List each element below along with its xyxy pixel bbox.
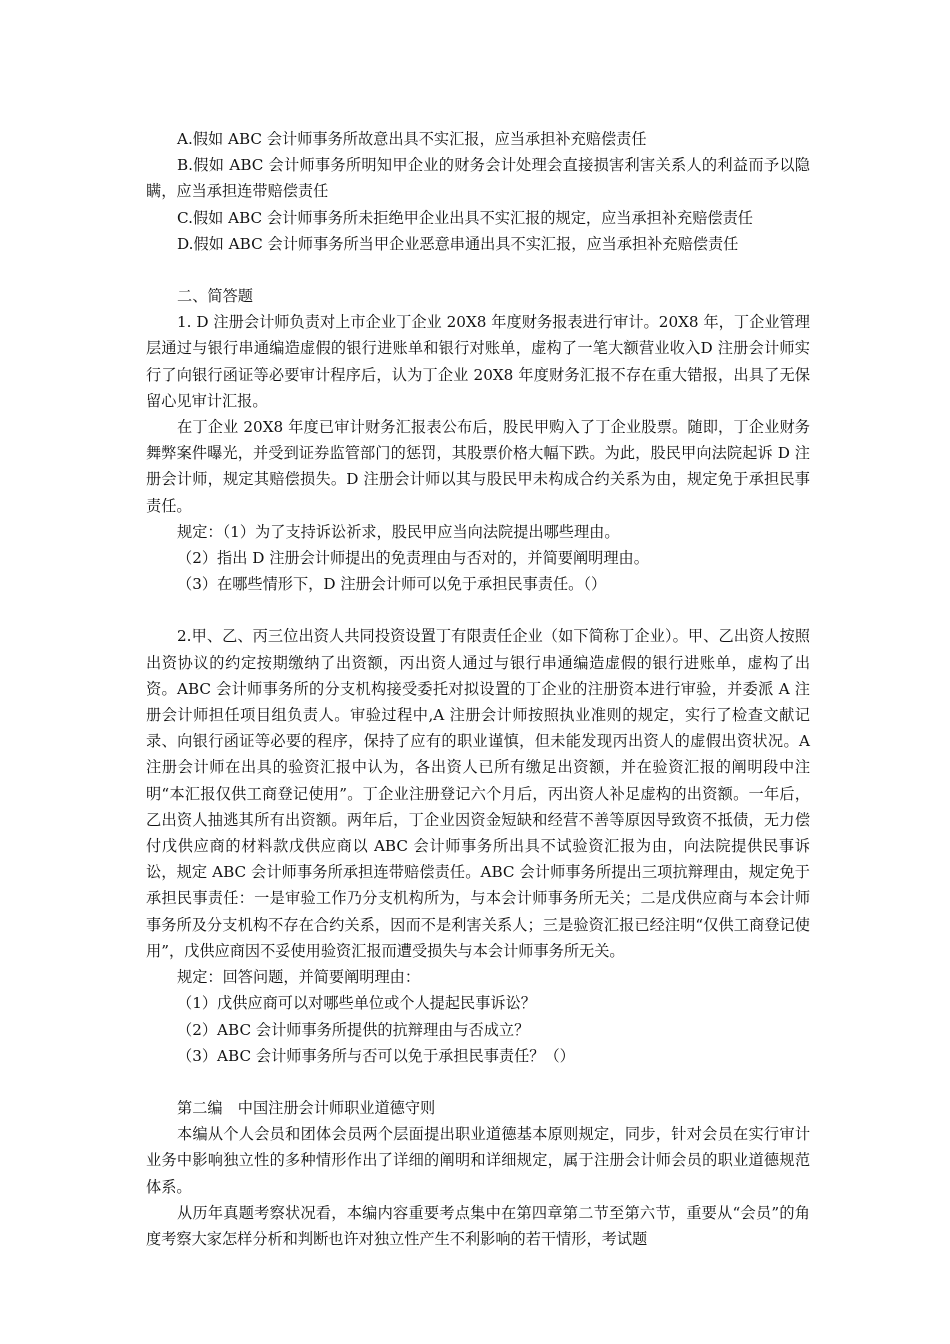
q1-paragraph-1: 1. D 注册会计师负责对上市企业丁企业 20X8 年度财务报表进行审计。20X8 年，丁企业管理层通过与银行串通编造虚假的银行进账单和银行对账单，虚构了一笔大额营业收入D 注册会计师实行了向银行函证等必要审计程序后，认为丁企业 20X8 年度财务汇报不存在重大错报，出具了无保留心见审计汇报。 xyxy=(146,313,810,410)
spacer xyxy=(146,1069,810,1095)
q1-paragraph-2: 在丁企业 20X8 年度已审计财务汇报表公布后，股民甲购入了丁企业股票。随即，丁企业财务舞弊案件曝光，并受到证券监管部门的惩罚，其股票价格大幅下跌。为此，股民甲向法院起诉 D 注册会计师，规定其赔偿损失。D 注册会计师以其与股民甲未构成合约关系为由，规定免于承担民事责任。 xyxy=(146,418,810,515)
spacer xyxy=(146,257,810,283)
q2-requirement-2: （2）ABC 会计师事务所提供的抗辩理由与否成立？ xyxy=(177,1020,530,1039)
part-heading: 第二编 中国注册会计师职业道德守则 xyxy=(177,1098,436,1117)
q1-requirement: 规定：（1）为了支持诉讼祈求，股民甲应当向法院提出哪些理由。 xyxy=(177,522,620,541)
option-b: B.假如 ABC 会计师事务所明知甲企业的财务会计处理会直接损害利害关系人的利益而予以隐瞒，应当承担连带赔偿责任 xyxy=(146,156,810,201)
option-c: C.假如 ABC 会计师事务所未拒绝甲企业出具不实汇报的规定，应当承担补充赔偿责任 xyxy=(177,208,753,227)
spacer xyxy=(146,597,810,623)
q1-requirement-3: （3）在哪些情形下，D 注册会计师可以免于承担民事责任。（） xyxy=(177,575,607,594)
part-paragraph-1: 本编从个人会员和团体会员两个层面提出职业道德基本原则规定，同步，针对会员在实行审计业务中影响独立性的多种情形作出了详细的阐明和详细规定，属于注册会计师会员的职业道德规范体系。 xyxy=(146,1125,810,1196)
q2-requirement: 规定：回答问题，并简要阐明理由： xyxy=(177,968,420,987)
option-a: A.假如 ABC 会计师事务所故意出具不实汇报，应当承担补充赔偿责任 xyxy=(177,130,647,148)
q2-requirement-3: （3）ABC 会计师事务所与否可以免于承担民事责任？（） xyxy=(177,1046,575,1065)
q2-requirement-1: （1）戊供应商可以对哪些单位或个人提起民事诉讼？ xyxy=(177,994,536,1013)
q1-requirement-2: （2）指出 D 注册会计师提出的免责理由与否对的，并简要阐明理由。 xyxy=(177,549,649,568)
section-heading: 二、简答题 xyxy=(177,287,253,306)
option-d: D.假如 ABC 会计师事务所当甲企业恶意串通出具不实汇报，应当承担补充赔偿责任 xyxy=(177,234,739,253)
part-paragraph-2: 从历年真题考察状况看，本编内容重要考点集中在第四章第二节至第六节，重要从“会员”的角度考察大家怎样分析和判断也许对独立性产生不利影响的若干情形，考试题 xyxy=(146,1203,810,1248)
q2-paragraph-1: 2.甲、乙、丙三位出资人共同投资设置丁有限责任企业（如下简称丁企业）。甲、乙出资人按照出资协议的约定按期缴纳了出资额，丙出资人通过与银行串通编造虚假的银行进账单，虚构了出资。ABC 会计师事务所的分支机构接受委托对拟设置的丁企业的注册资本进行审验，并委派 A 注册会计师担任项目组负责人。审验过程中,A 注册会计师按照执业准则的规定，实行了检查文献记录、向银行函证等必要的程序，保持了应有的职业谨慎，但未能发现丙出资人的虚假出资状况。A 注册会计师在出具的验资汇报中认为，各出资人已所有缴足出资额，并在验资汇报的阐明段中注明“本汇报仅供工商登记使用”。丁企业注册登记六个月后，丙出资人补足虚构的出资额。一年后，乙出资人抽逃其所有出资额。两年后，丁企业因资金短缺和经营不善等原因导致资不抵债，无力偿付戊供应商的材料款戊供应商以 ABC 会计师事务所出具不试验资汇报为由，向法院提供民事诉讼，规定 ABC 会计师事务所承担连带赔偿责任。ABC 会计师事务所提出三项抗辩理由，规定免于承担民事责任：一是审验工作乃分支机构所为，与本会计师事务所无关；二是戊供应商与本会计师事务所及分支机构不存在合约关系，因而不是利害关系人；三是验资汇报已经注明“仅供工商登记使用”，戊供应商因不妥使用验资汇报而遭受损失与本会计师事务所无关。 xyxy=(146,627,810,960)
